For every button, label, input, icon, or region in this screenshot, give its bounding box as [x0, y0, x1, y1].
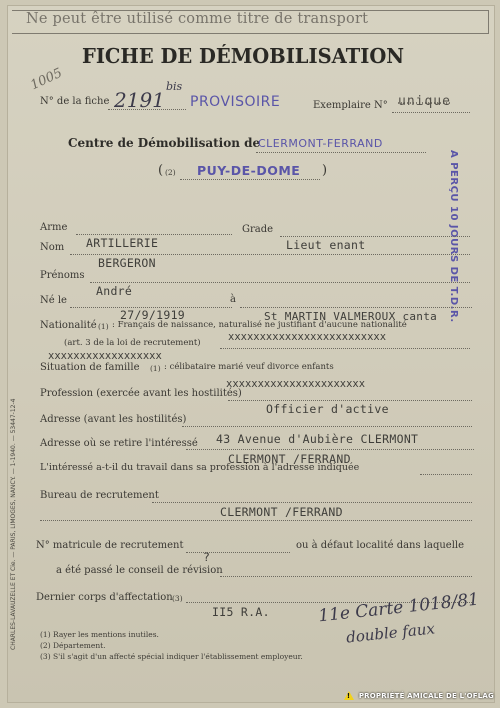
corps-value: II5 R.A. [212, 605, 270, 619]
lieu-line [240, 307, 472, 308]
defaut-label: ou à défaut localité dans laquelle [296, 540, 465, 551]
profession-value: Officier d'active [266, 402, 389, 416]
situation-note: (1) [150, 364, 161, 373]
travail-label: L'intéressé a-t-il du travail dans sa profession à l'adresse indiquée [40, 462, 360, 473]
unknown-mark: ? [203, 550, 211, 564]
nationalite-label: Nationalité [40, 320, 97, 331]
prenoms-value: André [96, 284, 133, 298]
fiche-bis: bis [166, 80, 183, 93]
conseil-line [220, 576, 472, 577]
prenoms-line [90, 282, 470, 283]
corps-label: Dernier corps d'affectation [36, 592, 173, 603]
nationalite-art: (art. 3 de la loi de recrutement) [64, 338, 201, 348]
prenoms-label: Prénoms [40, 270, 85, 281]
matricule-line [186, 552, 290, 553]
nationalite-strike: xxxxxxxxxxxxxxxxxxxxxxxxx [228, 331, 387, 343]
warning-icon [344, 691, 354, 700]
situation-options: : célibataire marié veuf divorce enfants [164, 362, 334, 372]
dept-value: PUY-DE-DOME [197, 163, 301, 178]
grade-line [280, 236, 470, 237]
centre-value: CLERMONT-FERRAND [258, 137, 383, 150]
dept-line [180, 179, 320, 180]
nom-line [70, 254, 470, 255]
exemplaire-value: unique [398, 94, 451, 109]
nationalite-strike-2: xxxxxxxxxxxxxxxxxx [48, 350, 162, 362]
fiche-number: 2191 [114, 88, 165, 112]
adresse-retraite-line [186, 449, 474, 450]
nom-value: BERGERON [98, 256, 156, 270]
tdr-side-stamp [445, 150, 465, 323]
nom-label: Nom [40, 242, 65, 253]
provisoire-stamp: PROVISOIRE [190, 94, 281, 110]
ownership-watermark [344, 691, 494, 700]
printer-line [10, 180, 24, 700]
exemplaire-label: Exemplaire N° [313, 100, 388, 111]
dept-close: ) [322, 163, 328, 178]
bureau-value: CLERMONT /FERRAND [220, 505, 343, 519]
footnote-2: (2) Département. [40, 641, 106, 650]
ownership-text: PROPRIÉTÉ AMICALE DE L'OFLAG [358, 691, 494, 700]
nationalite-note: (1) [98, 322, 109, 331]
bureau-line-2 [40, 520, 472, 521]
transport-warning-text: Ne peut être utilisé comme titre de transport [26, 11, 369, 27]
adresse-retraite-value: 43 Avenue d'Aubière CLERMONT [216, 432, 419, 446]
footnote-1: (1) Rayer les mentions inutiles. [40, 630, 159, 639]
centre-line [256, 152, 426, 153]
birth-place: St MARTIN VALMEROUX canta [264, 310, 438, 323]
travail-line [420, 474, 472, 475]
profession-line [228, 400, 472, 401]
nationalite-line [220, 348, 470, 349]
bureau-label: Bureau de recrutement [40, 490, 159, 501]
situation-label: Situation de famille [40, 362, 140, 373]
dept-note: (2) [165, 168, 176, 177]
margin-note: 1005 [28, 65, 65, 94]
nationalite-options: : Français de naissance, naturalisé ne justifiant d'aucune nationalité [112, 320, 407, 330]
grade-label: Grade [242, 224, 274, 235]
footnote-3: (3) S'il s'agit d'un affecté spécial indiquer l'établissement employeur. [40, 652, 303, 661]
arme-label: Arme [40, 222, 68, 233]
conseil-label: a été passé le conseil de révision [56, 565, 223, 576]
adresse-avant-line [182, 426, 472, 427]
printer-line-text: CHARLES-LAVAUZELLE ET Cie. — PARIS, LIMOGES, NANCY. — 1-1940. — 53447-12-4 [10, 398, 17, 650]
handwritten-note-line1: 11e Carte 1018/81 [317, 589, 480, 627]
bureau-line [152, 502, 472, 503]
document-title: FICHE DE DÉMOBILISATION [82, 44, 405, 68]
tdr-side-stamp-text: A PERÇU 10 JOURS DE T.D.R. [448, 150, 459, 323]
arme-value: ARTILLERIE [86, 236, 159, 250]
adresse-avant-label: Adresse (avant les hostilités) [40, 414, 187, 425]
adresse-retraite-label: Adresse où se retire l'intéressé [40, 438, 198, 449]
birth-date: 27/9/1919 [120, 308, 186, 322]
profession-label: Profession (exercée avant les hostilités) [40, 388, 242, 399]
ne-a-label: à [230, 294, 236, 305]
handwritten-note-line2: double faux [345, 619, 436, 647]
profession-strike: xxxxxxxxxxxxxxxxxxxxxx [226, 378, 366, 390]
grade-value: Lieut enant [286, 238, 366, 252]
dept-open: ( [158, 163, 164, 178]
arme-line [76, 234, 232, 235]
travail-value: CLERMONT /FERRAND [228, 452, 351, 466]
ne-label: Né le [40, 295, 67, 306]
centre-label: Centre de Démobilisation de [68, 136, 261, 150]
matricule-label: N° matricule de recrutement [36, 540, 184, 551]
exemplaire-line [392, 112, 470, 113]
fiche-number-label: N° de la fiche [40, 96, 110, 107]
corps-note: (3) [172, 594, 183, 603]
